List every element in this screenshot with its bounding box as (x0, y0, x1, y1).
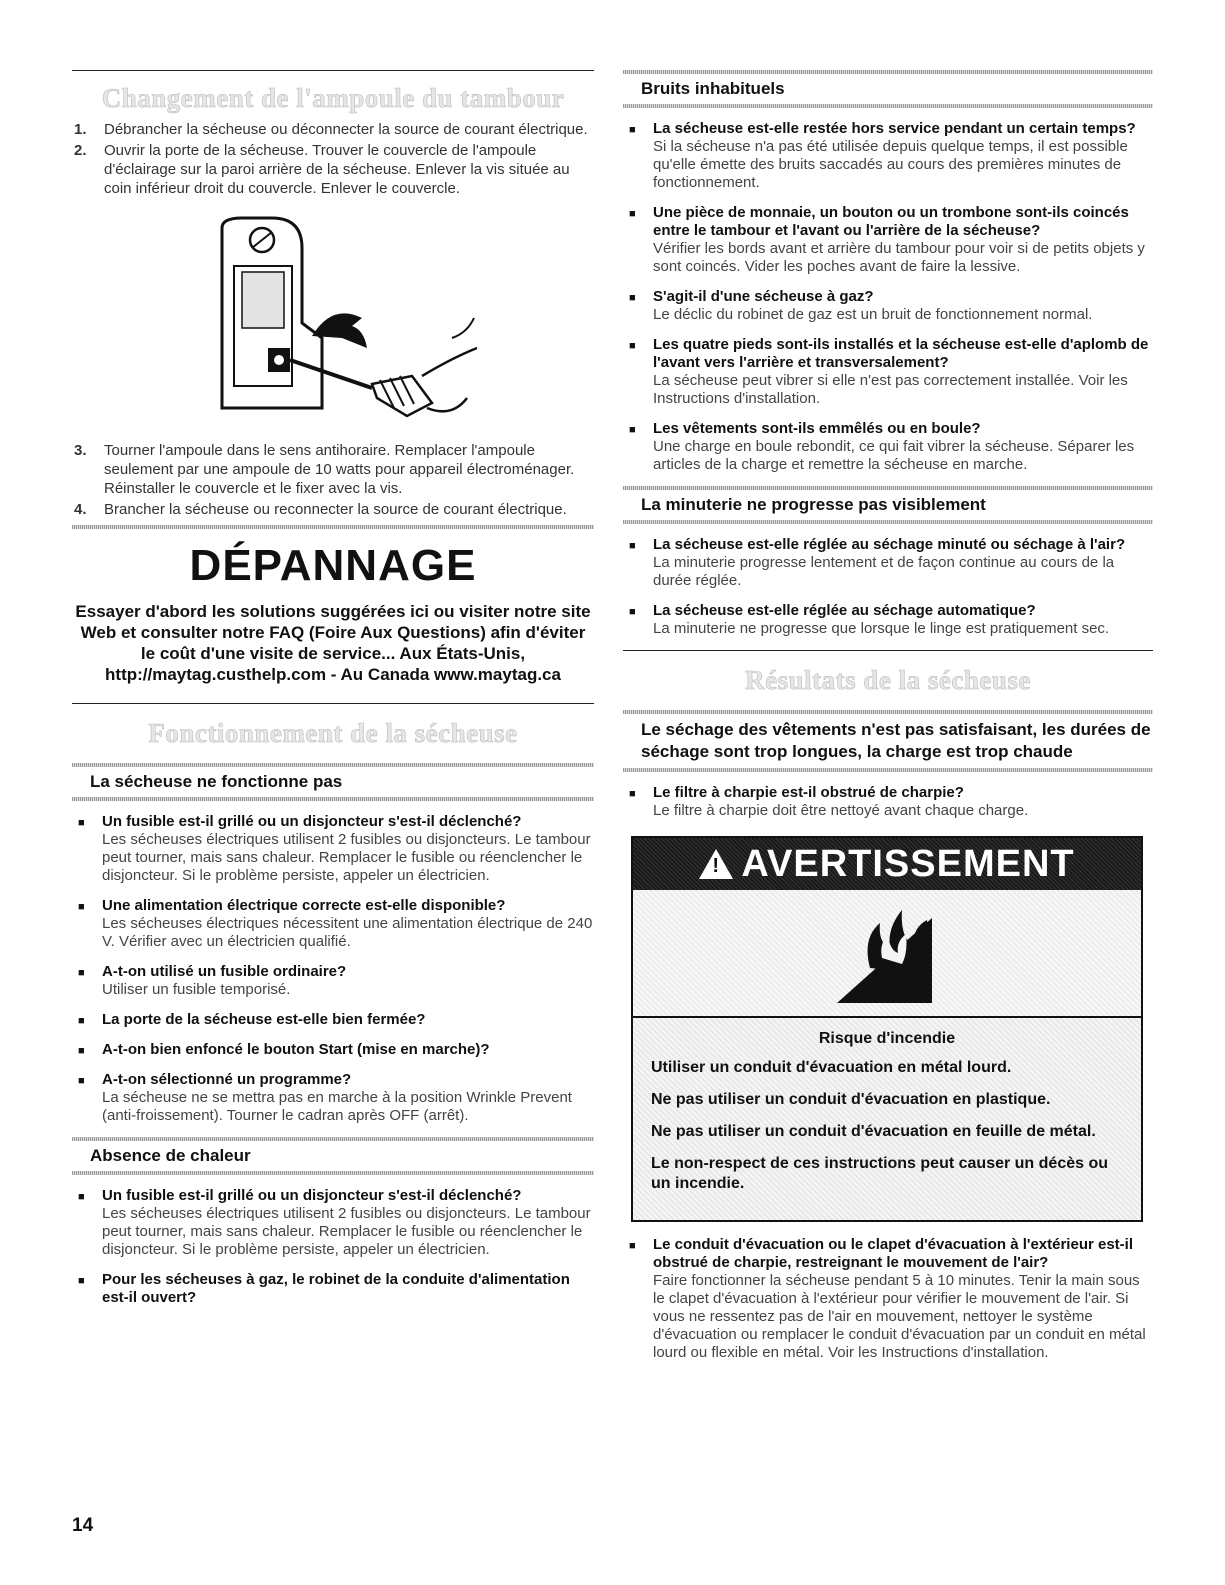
noises-heading: Bruits inhabituels (641, 79, 785, 98)
question-item (623, 536, 1153, 590)
warning-line: Ne pas utiliser un conduit d'évacuation en plastique. (651, 1091, 1051, 1108)
no-heat-list (72, 1187, 594, 1307)
step-text: Ouvrir la porte de la sécheuse. Trouver le couvercle de l'ampoule d'éclairage sur la paroi arrière de la sécheuse. Enlever la vis située au coin inférieur droit du couvercle. Enlever le couvercle. (104, 142, 570, 197)
question-item (623, 784, 1153, 820)
warning-icon-area (633, 890, 1141, 1018)
results-list-b (623, 1236, 1153, 1362)
step-number: 3. (74, 442, 87, 459)
question-item (623, 204, 1153, 276)
top-rule-left (72, 70, 594, 71)
step-number: 4. (74, 501, 87, 518)
answer-text: Une charge en boule rebondit, ce qui fait vibrer la sécheuse. Séparer les articles de la charge et remettre la sécheuse en marche. (653, 438, 1135, 473)
divider (72, 1171, 594, 1175)
divider (72, 797, 594, 801)
question-text: La porte de la sécheuse est-elle bien fermée? (102, 1011, 426, 1028)
bullet-icon: ■ (629, 340, 636, 352)
bullet-icon: ■ (629, 124, 636, 136)
bullet-icon: ■ (629, 424, 636, 436)
bullet-icon: ■ (629, 540, 636, 552)
question-text: Les vêtements sont-ils emmêlés ou en boule? (653, 420, 981, 437)
question-text: La sécheuse est-elle restée hors service pendant un certain temps? (653, 120, 1136, 137)
operation-section-title: Fonctionnement de la sécheuse (148, 718, 518, 748)
step-text: Débrancher la sécheuse ou déconnecter la source de courant électrique. (104, 121, 588, 138)
answer-text: La sécheuse ne se mettra pas en marche à la position Wrinkle Prevent (anti-froissement). Tourner le cadran après OFF (arrêt). (102, 1089, 572, 1124)
question-item (72, 1041, 594, 1059)
bullet-icon: ■ (629, 788, 636, 800)
answer-text: Les sécheuses électriques utilisent 2 fusibles ou disjoncteurs. Le tambour peut tourner, mais sans chaleur. Remplacer le fusible ou réenclencher le disjoncteur. Si le problème persiste, appeler un électricien. (102, 1205, 591, 1258)
question-text: Un fusible est-il grillé ou un disjoncteur s'est-il déclenché? (102, 1187, 522, 1204)
question-text: La sécheuse est-elle réglée au séchage minuté ou séchage à l'air? (653, 536, 1126, 553)
results-section-title: Résultats de la sécheuse (745, 665, 1031, 695)
divider (623, 104, 1153, 108)
bullet-icon: ■ (78, 967, 85, 979)
bulb-cover-illustration (212, 208, 594, 433)
question-item (623, 1236, 1153, 1362)
troubleshooting-title: DÉPANNAGE (189, 541, 477, 590)
step-number: 2. (74, 142, 87, 159)
bullet-icon: ■ (78, 817, 85, 829)
bulb-steps-a (72, 120, 594, 198)
step-number: 1. (74, 121, 87, 138)
bullet-icon: ■ (78, 1045, 85, 1057)
warning-box (631, 836, 1143, 1222)
rule (72, 703, 594, 704)
troubleshooting-lead: Essayer d'abord les solutions suggérées ici ou visiter notre site Web et consulter notre FAQ (Foire Aux Questions) afin d'éviter le coût d'une visite de service... Aux États-Unis, http://maytag.custhelp.com - Au Canada www.maytag.ca (75, 602, 591, 684)
results-list-a (623, 784, 1153, 820)
noises-list (623, 120, 1153, 474)
no-run-list (72, 813, 594, 1125)
bullet-icon: ■ (78, 901, 85, 913)
warning-line: Utiliser un conduit d'évacuation en métal lourd. (651, 1059, 1012, 1076)
warning-header (633, 838, 1141, 890)
step-item (72, 141, 594, 198)
step-item (72, 120, 594, 139)
bullet-icon: ■ (78, 1275, 85, 1287)
divider (623, 520, 1153, 524)
answer-text: Les sécheuses électriques nécessitent une alimentation électrique de 240 V. Vérifier avec un électricien qualifié. (102, 915, 593, 950)
timer-heading: La minuterie ne progresse pas visiblement (641, 495, 986, 514)
rule (623, 650, 1153, 651)
question-text: Le conduit d'évacuation ou le clapet d'évacuation à l'extérieur est-il obstrué de charpie, restreignant le mouvement de l'air? (653, 1236, 1133, 1271)
bullet-icon: ■ (629, 208, 636, 220)
timer-list (623, 536, 1153, 638)
answer-text: Le déclic du robinet de gaz est un bruit de fonctionnement normal. (653, 306, 1093, 323)
warning-triangle-icon: ! (699, 849, 733, 879)
warning-body (633, 1018, 1141, 1220)
answer-text: La sécheuse peut vibrer si elle n'est pas correctement installée. Voir les Instructions d'installation. (653, 372, 1128, 407)
question-text: La sécheuse est-elle réglée au séchage automatique? (653, 602, 1036, 619)
bullet-icon: ■ (629, 1240, 636, 1252)
warning-line: Le non-respect de ces instructions peut causer un décès ou un incendie. (651, 1155, 1109, 1192)
no-heat-heading: Absence de chaleur (90, 1146, 251, 1165)
answer-text: Le filtre à charpie doit être nettoyé avant chaque charge. (653, 802, 1029, 819)
step-text: Brancher la sécheuse ou reconnecter la source de courant électrique. (104, 501, 567, 518)
question-text: A-t-on utilisé un fusible ordinaire? (102, 963, 347, 980)
answer-text: La minuterie progresse lentement et de façon continue au cours de la durée réglée. (653, 554, 1115, 589)
warning-risk: Risque d'incendie (818, 1030, 956, 1047)
step-text: Tourner l'ampoule dans le sens antihoraire. Remplacer l'ampoule seulement par une ampoule de 10 watts pour appareil électroménager. Réinstaller le couvercle et le fixer avec la vis. (104, 442, 575, 497)
results-heading: Le séchage des vêtements n'est pas satisfaisant, les durées de séchage sont trop longues, la charge est trop chaude (641, 720, 1151, 761)
answer-text: La minuterie ne progresse que lorsque le linge est pratiquement sec. (653, 620, 1110, 637)
question-text: A-t-on sélectionné un programme? (102, 1071, 352, 1088)
question-item (623, 336, 1153, 408)
bulb-section-title: Changement de l'ampoule du tambour (101, 83, 565, 113)
page-number: 14 (72, 1515, 94, 1536)
question-item (72, 897, 594, 951)
bullet-icon: ■ (78, 1075, 85, 1087)
right-column (623, 70, 1153, 1374)
answer-text: Faire fonctionner la sécheuse pendant 5 à 10 minutes. Tenir la main sous le clapet d'évacuation à l'extérieur pour vérifier le mouvement de l'air. Si vous ne ressentez pas de l'air en mouvement, nettoyer le système d'évacuation ou remplacer le conduit d'évacuation par un conduit en métal lourd ou flexible en métal. Voir les Instructions d'installation. (653, 1272, 1146, 1361)
bullet-icon: ■ (78, 1191, 85, 1203)
divider (623, 768, 1153, 772)
question-item (623, 420, 1153, 474)
question-item (623, 120, 1153, 192)
question-text: Pour les sécheuses à gaz, le robinet de la conduite d'alimentation est-il ouvert? (102, 1271, 570, 1306)
question-text: Le filtre à charpie est-il obstrué de charpie? (653, 784, 964, 801)
fire-hazard-icon (832, 898, 942, 1008)
question-item (72, 1271, 594, 1307)
screwdriver-icon (212, 208, 492, 428)
question-item (72, 1187, 594, 1259)
left-column (72, 70, 594, 1319)
no-run-heading: La sécheuse ne fonctionne pas (90, 772, 343, 791)
question-text: Une alimentation électrique correcte est-elle disponible? (102, 897, 506, 914)
answer-text: Si la sécheuse n'a pas été utilisée depuis quelque temps, il est possible qu'elle émette des bruits saccadés au cours des premières minutes de fonctionnement. (653, 138, 1128, 191)
question-text: Un fusible est-il grillé ou un disjoncteur s'est-il déclenché? (102, 813, 522, 830)
bullet-icon: ■ (78, 1015, 85, 1027)
question-text: Les quatre pieds sont-ils installés et la sécheuse est-elle d'aplomb de l'avant vers l'arrière et transversalement? (653, 336, 1149, 371)
divider (72, 525, 594, 529)
bulb-steps-b (72, 441, 594, 519)
question-text: A-t-on bien enfoncé le bouton Start (mise en marche)? (102, 1041, 490, 1058)
question-item (72, 1071, 594, 1125)
question-item (623, 288, 1153, 324)
step-item (72, 500, 594, 519)
bullet-icon: ■ (629, 292, 636, 304)
question-text: Une pièce de monnaie, un bouton ou un trombone sont-ils coincés entre le tambour et l'avant ou l'arrière de la sécheuse? (653, 204, 1129, 239)
bullet-icon: ■ (629, 606, 636, 618)
answer-text: Vérifier les bords avant et arrière du tambour pour voir si de petits objets y sont coincés. Vider les poches avant de faire la lessive. (653, 240, 1145, 275)
warning-line: Ne pas utiliser un conduit d'évacuation en feuille de métal. (651, 1123, 1096, 1140)
answer-text: Les sécheuses électriques utilisent 2 fusibles ou disjoncteurs. Le tambour peut tourner, mais sans chaleur. Remplacer le fusible ou réenclencher le disjoncteur. Si le problème persiste, appeler un électricien. (102, 831, 591, 884)
answer-text: Utiliser un fusible temporisé. (102, 981, 291, 998)
question-item (72, 1011, 594, 1029)
question-item (72, 963, 594, 999)
warning-title: AVERTISSEMENT (741, 842, 1075, 885)
question-item (72, 813, 594, 885)
question-text: S'agit-il d'une sécheuse à gaz? (653, 288, 874, 305)
question-item (623, 602, 1153, 638)
step-item (72, 441, 594, 498)
warning-lines (651, 1058, 1123, 1194)
